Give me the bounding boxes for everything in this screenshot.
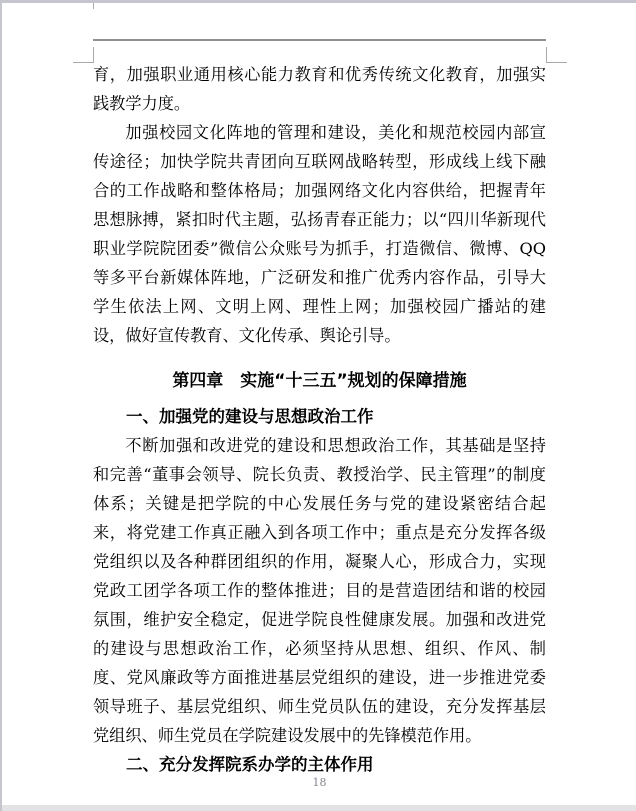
- page-number: 18: [312, 776, 327, 789]
- document-body: [93, 60, 546, 779]
- section-heading: 二、充分发挥院系办学的主体作用: [126, 755, 374, 774]
- paragraph: 加强校园文化阵地的管理和建设，美化和规范校园内部宣传途径；加快学院共青团向互联网战略转型，形成线上线下融合的工作战略和整体格局；加强网络文化内容供给，把握青年思想脉搏，紧扣时代主题，弘扬青春正能力；以“四川华新现代职业学院院团委”微信公众账号为抓手，打造微信、微博、QQ 等多平台新媒体阵地，广泛研发和推广优秀内容作品，引导大学生依法上网、文明上网、理性上网；加强校园广播站的建设，做好宣传教育、文化传承、舆论引导。: [93, 123, 546, 345]
- section-heading: 一、加强党的建设与思想政治工作: [126, 407, 374, 426]
- document-page: [2, 3, 636, 805]
- margin-mark-top-left: [73, 47, 94, 63]
- page-top-margin-mark: [93, 3, 94, 9]
- paragraph: 育，加强职业通用核心能力教育和优秀传统文化教育，加强实践教学力度。: [93, 65, 546, 113]
- paragraph: 不断加强和改进党的建设和思想政治工作，其基础是坚持和完善“董事会领导、院长负责、教授治学、民主管理”的制度体系；关键是把学院的中心发展任务与党的建设紧密结合起来，将党建工作真正融入到各项工作中；重点是充分发挥各级党组织以及各种群团组织的作用，凝聚人心，形成合力，实现党政工团学各项工作的整体推进；目的是营造团结和谐的校园氛围，维护安全稳定，促进学院良性健康发展。加强和改进党的建设与思想政治工作，必须坚持从思想、组织、作风、制度、党风廉政等方面推进基层党组织的建设，进一步推进党委领导班子、基层党组织、师生党员队伍的建设，充分发挥基层党组织、师生党员在学院建设发展中的先锋模范作用。: [93, 436, 546, 745]
- header-rule: [93, 39, 546, 41]
- chapter-heading: 第四章 实施“十三五”规划的保障措施: [172, 371, 467, 391]
- margin-mark-top-right: [546, 47, 567, 63]
